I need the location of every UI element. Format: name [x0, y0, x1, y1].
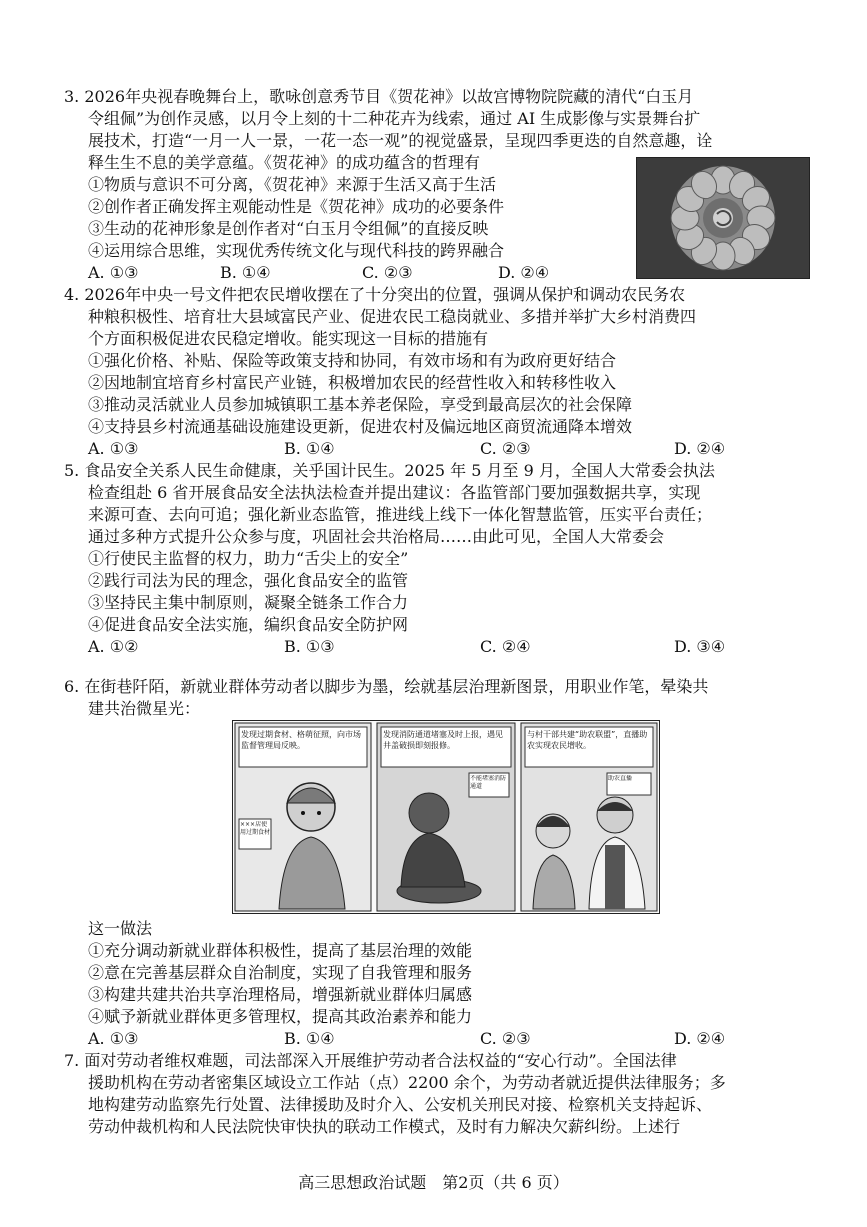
question-4: [64, 284, 809, 460]
q6-lead: 这一做法: [88, 919, 153, 938]
q6-item: ④赋予新就业群体更多管理权，提高其政治素养和能力: [88, 1007, 473, 1026]
q3-stem-line: 释生生不息的美学意蕴。《贺花神》的成功蕴含的哲理有: [88, 153, 481, 172]
q3-item: ②创作者正确发挥主观能动性是《贺花神》成功的必要条件: [88, 197, 505, 216]
q5-option-c[interactable]: C. ②④: [480, 637, 531, 656]
q5-option-d[interactable]: D. ③④: [674, 637, 726, 656]
q3-option-a[interactable]: A. ①③: [88, 263, 139, 282]
q6-stem-line: 建共治微星光：: [88, 699, 201, 718]
comic-sign-3: 助农直播: [608, 775, 633, 782]
q5-stem-line: 通过多种方式提升公众参与度，巩固社会共治格局……由此可见，全国人大常委会: [88, 527, 665, 546]
q3-option-b[interactable]: B. ①④: [220, 263, 271, 282]
q5-item: ④促进食品安全法实施，编织食品安全防护网: [88, 615, 409, 634]
q3-item: ④运用综合思维，实现优秀传统文化与现代科技的跨界融合: [88, 241, 505, 260]
q4-option-d[interactable]: D. ②④: [674, 439, 726, 458]
q4-option-b[interactable]: B. ①④: [284, 439, 335, 458]
q3-stem-line: 令组佩”为创作灵感，以月令上刻的十二种花卉为线索，通过 AI 生成影像与实景舞台扩: [88, 109, 701, 128]
q5-option-b[interactable]: B. ①③: [284, 637, 335, 656]
comic-panel-2: [377, 723, 515, 911]
comic-caption-3: 与村干部共建“助农联盟”，直播助农实现农民增收。: [527, 730, 648, 750]
comic-panel-1: [235, 723, 371, 911]
q3-stem-line: 展技术，打造“一月一人一景，一花一态一观”的视觉盛景，呈现四季更迭的自然意趣，诠: [88, 131, 713, 150]
jade-pendant-photo: [636, 157, 810, 279]
q5-stem-line: 5. 食品安全关系人民生命健康，关乎国计民生。2025 年 5 月至 9 月，全国人大常委会执法: [64, 461, 715, 480]
q6-item: ③构建共建共治共享治理格局，增强新就业群体归属感: [88, 985, 473, 1004]
comic-sign-2: 不能堵塞消防通道: [470, 775, 507, 790]
q4-item: ④支持县乡村流通基础设施建设更新，促进农村及偏远地区商贸流通降本增效: [88, 417, 633, 436]
q6-option-c[interactable]: C. ②③: [480, 1029, 531, 1048]
q5-stem-line: 检查组赴 6 省开展食品安全法执法检查并提出建议：各监管部门要加强数据共享，实现: [88, 483, 701, 502]
q6-item: ①充分调动新就业群体积极性，提高了基层治理的效能: [88, 941, 473, 960]
q4-stem-line: 4. 2026年中央一号文件把农民增收摆在了十分突出的位置，强调从保护和调动农民务农: [64, 285, 686, 304]
q5-stem-line: 来源可查、去向可追；强化新业态监管，推进线上线下一体化智慧监管，压实平台责任；: [88, 505, 713, 524]
q4-option-c[interactable]: C. ②③: [480, 439, 531, 458]
q6-option-b[interactable]: B. ①④: [284, 1029, 335, 1048]
comic-sign-1: ×××店使用过期食材: [240, 821, 270, 836]
q5-item: ③坚持民主集中制原则，凝聚全链条工作合力: [88, 593, 409, 612]
q4-item: ③推动灵活就业人员参加城镇职工基本养老保险，享受到最高层次的社会保障: [88, 395, 633, 414]
q7-stem-line: 劳动仲裁机构和人民法院快审快执的联动工作模式，及时有力解决欠薪纠纷。上述行: [88, 1117, 681, 1136]
question-6-body: [64, 918, 809, 1050]
comic-caption-2: 发现消防通道堵塞及时上报，遇见井盖破损即刻报修。: [383, 730, 503, 750]
q5-option-a[interactable]: A. ①②: [88, 637, 139, 656]
q3-option-c[interactable]: C. ②③: [362, 263, 413, 282]
q7-stem-line: 援助机构在劳动者密集区域设立工作站（点）2200 余个，为劳动者就近提供法律服务；多: [88, 1073, 726, 1092]
question-6: [64, 676, 809, 720]
q6-item: ②意在完善基层群众自治制度，实现了自我管理和服务: [88, 963, 473, 982]
q3-item: ③生动的花神形象是创作者对“白玉月令组佩”的直接反映: [88, 219, 489, 238]
q7-stem-line: 地构建劳动监察先行处置、法律援助及时介入、公安机关刑民对接、检察机关支持起诉、: [88, 1095, 713, 1114]
q4-item: ②因地制宜培育乡村富民产业链，积极增加农民的经营性收入和转移性收入: [88, 373, 617, 392]
q3-stem-line: 3. 2026年央视春晚舞台上，歌咏创意秀节目《贺花神》以故宫博物院院藏的清代“白玉月: [64, 87, 694, 106]
q6-stem-line: 6. 在街巷阡陌，新就业群体劳动者以脚步为墨，绘就基层治理新图景，用职业作笔，晕染共: [64, 677, 709, 696]
q3-item: ①物质与意识不可分离，《贺花神》来源于生活又高于生活: [88, 175, 497, 194]
q3-option-d[interactable]: D. ②④: [498, 263, 550, 282]
q4-stem-line: 种粮积极性、培育壮大县域富民产业、促进农民工稳岗就业、多措并举扩大乡村消费四: [88, 307, 697, 326]
q5-item: ②践行司法为民的理念，强化食品安全的监管: [88, 571, 409, 590]
q6-options: [64, 1028, 833, 1050]
q4-stem-line: 个方面积极促进农民稳定增收。能实现这一目标的措施有: [88, 329, 489, 348]
q4-item: ①强化价格、补贴、保险等政策支持和协同，有效市场和有为政府更好结合: [88, 351, 617, 370]
q5-item: ①行使民主监督的权力，助力“舌尖上的安全”: [88, 549, 409, 568]
question-5: [64, 460, 809, 658]
question-7: [64, 1050, 809, 1138]
q4-options: [64, 438, 833, 460]
q6-option-d[interactable]: D. ②④: [674, 1029, 726, 1048]
q5-options: [64, 636, 833, 658]
page-footer: 高三思想政治试题 第2页（共 6 页）: [298, 1173, 569, 1192]
q6-option-a[interactable]: A. ①③: [88, 1029, 139, 1048]
comic-illustration: [232, 720, 660, 914]
comic-panel-3: [521, 723, 657, 911]
q7-stem-line: 7. 面对劳动者维权难题，司法部深入开展维护劳动者合法权益的“安心行动”。全国法律: [64, 1051, 677, 1070]
q4-option-a[interactable]: A. ①③: [88, 439, 139, 458]
comic-caption-1: 发现过期食材、格萌征照，向市场监督管理局反映。: [241, 730, 361, 750]
